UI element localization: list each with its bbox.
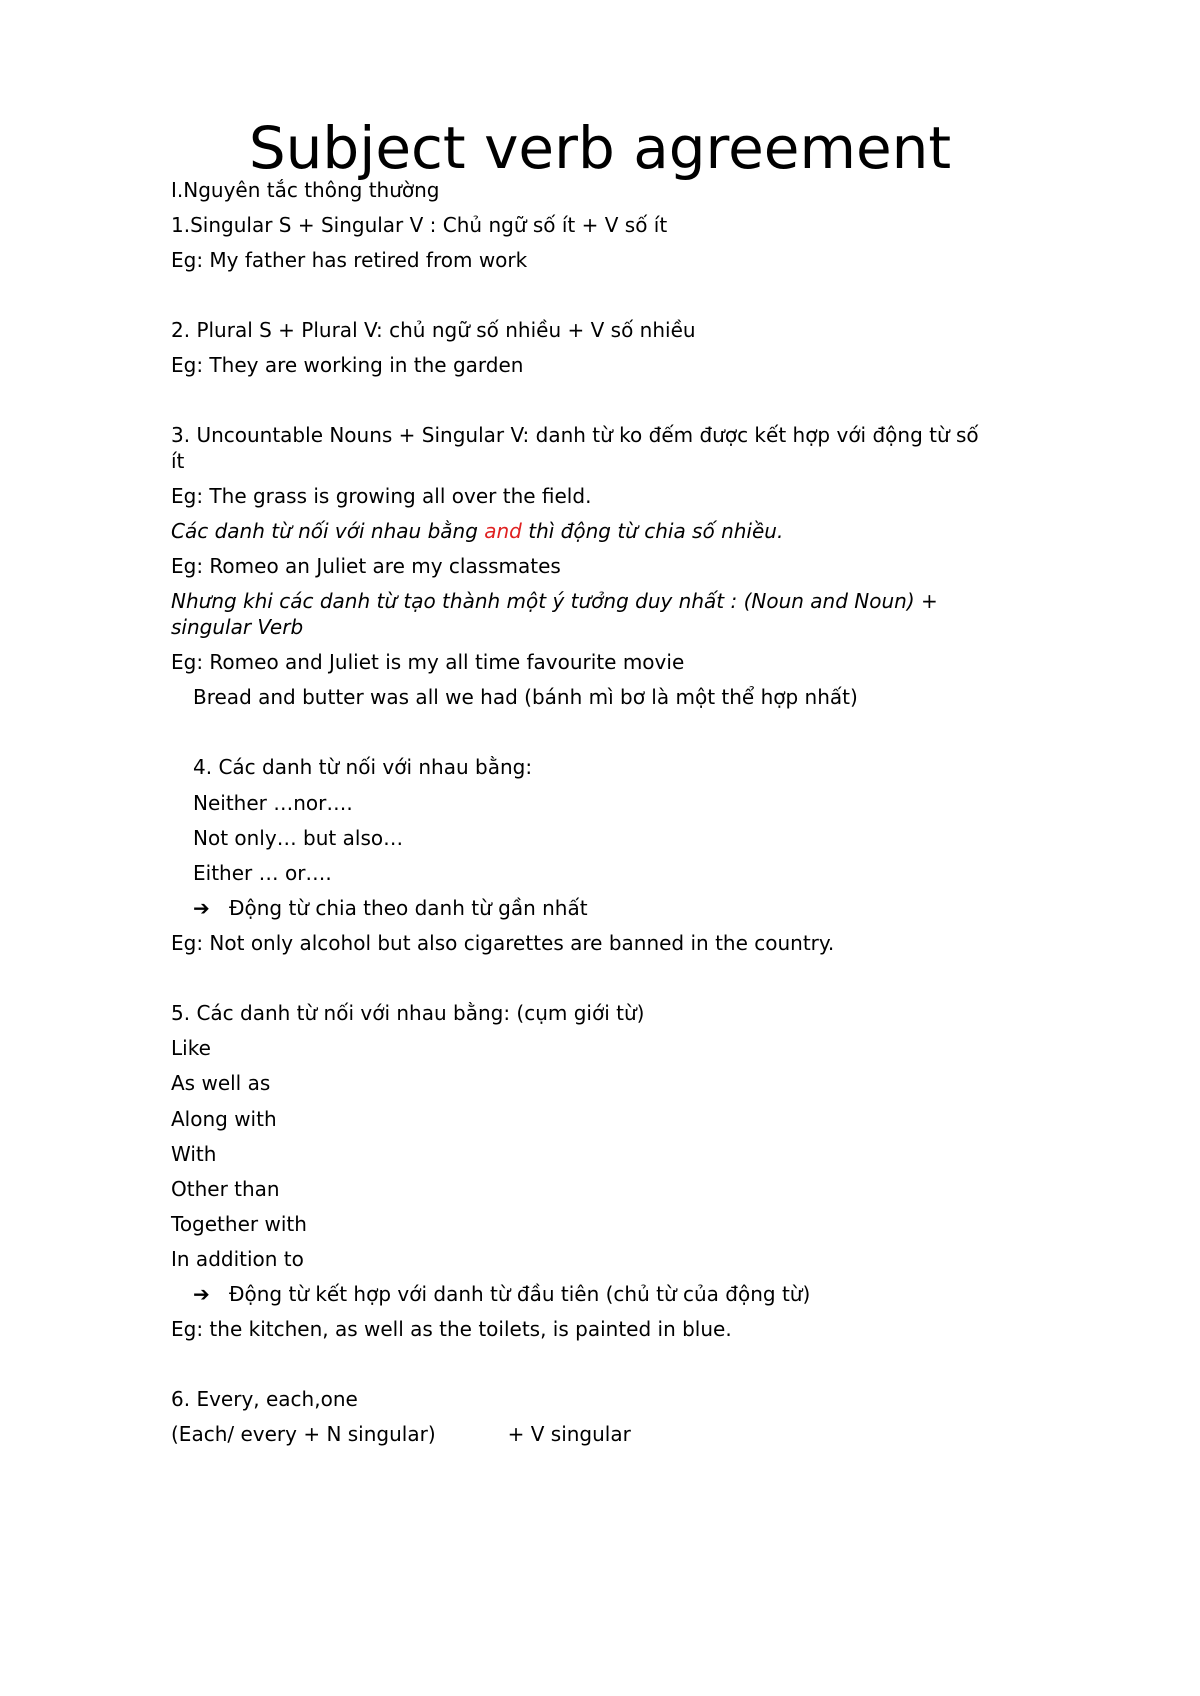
rule-4: 4. Các danh từ nối với nhau bằng: (193, 755, 533, 779)
rule-5-result-text: Động từ kết hợp với danh từ đầu tiên (chủ từ của động từ) (229, 1282, 811, 1306)
rule-1: 1.Singular S + Singular V : Chủ ngữ số ít + V số ít (171, 213, 668, 237)
idea-example-1: Eg: Romeo and Juliet is my all time favourite movie (171, 650, 685, 674)
rule-6-formula (171, 1421, 631, 1447)
rule-5-item: As well as (171, 1071, 271, 1095)
idea-note-line-1: Nhưng khi các danh từ tạo thành một ý tưởng duy nhất : (Noun and Noun) + (171, 589, 938, 613)
idea-note-line-2: singular Verb (171, 615, 304, 639)
rule-5-example: Eg: the kitchen, as well as the toilets, is painted in blue. (171, 1317, 732, 1341)
rule-3-line-1: 3. Uncountable Nouns + Singular V: danh từ ko đếm được kết hợp với động từ số (171, 423, 979, 447)
page-title: Subject verb agreement (248, 114, 952, 182)
rule-4-result-text: Động từ chia theo danh từ gần nhất (229, 896, 588, 920)
rule-5-item: With (171, 1142, 217, 1166)
rule-1-example: Eg: My father has retired from work (171, 248, 528, 272)
arrow-right-icon: ➔ (193, 1282, 210, 1306)
rule-2: 2. Plural S + Plural V: chủ ngữ số nhiều + V số nhiều (171, 318, 696, 342)
rule-2-example: Eg: They are working in the garden (171, 353, 524, 377)
rule-6-left: (Each/ every + N singular) (171, 1422, 436, 1446)
rule-4-result (193, 895, 588, 921)
and-note-post: thì động từ chia số nhiều. (521, 519, 784, 543)
idea-example-2: Bread and butter was all we had (bánh mì bơ là một thể hợp nhất) (193, 685, 858, 709)
rule-4-item: Either … or…. (193, 861, 332, 885)
rule-4-item: Neither …nor…. (193, 791, 353, 815)
rule-5-item: Other than (171, 1177, 280, 1201)
rule-3-line-2: ít (171, 449, 185, 473)
rule-3-example: Eg: The grass is growing all over the field. (171, 484, 592, 508)
rule-5-result (193, 1281, 810, 1307)
and-note (171, 518, 783, 544)
and-example: Eg: Romeo an Juliet are my classmates (171, 554, 561, 578)
arrow-right-icon: ➔ (193, 896, 210, 920)
rule-6: 6. Every, each,one (171, 1387, 358, 1411)
and-note-accent: and (484, 519, 522, 543)
rule-4-item: Not only… but also… (193, 826, 404, 850)
and-note-pre: Các danh từ nối với nhau bằng (171, 519, 485, 543)
rule-5-item: Together with (171, 1212, 307, 1236)
rule-5-item: In addition to (171, 1247, 304, 1271)
rule-5: 5. Các danh từ nối với nhau bằng: (cụm giới từ) (171, 1001, 645, 1025)
section-heading: I.Nguyên tắc thông thường (171, 178, 440, 202)
rule-5-item: Along with (171, 1107, 277, 1131)
rule-6-right: + V singular (507, 1422, 631, 1446)
rule-4-example: Eg: Not only alcohol but also cigarettes are banned in the country. (171, 931, 835, 955)
rule-5-item: Like (171, 1036, 211, 1060)
